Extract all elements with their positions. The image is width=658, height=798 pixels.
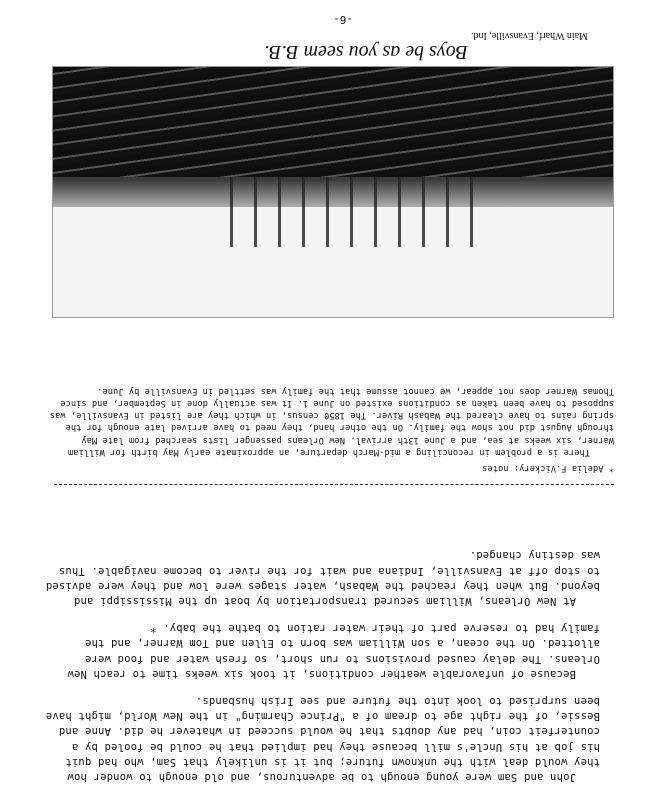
photo-caption [108,25,588,63]
body-paragraph: Because of unfavorable weather conditions, it took six weeks time to reach New Orleans. The delay caused provisions to run short, so fresh water and food were allotted. On the ocean, a son William was born to Ellen and Tom Warner, and the family had to reserve part of their water ration to bathe the baby. * [60,622,600,680]
footnote-heading: * Adelia F.Vickery: notes [482,463,614,473]
handwritten-inscription: Boys be as you seem B.B. [264,41,468,63]
footnote-text: There is a problem in reconciling a mid-March departure, an approximate early May birth for William Warner, six weeks at sea, and a June 13th arrival. New Orleans passenger lists searched from late May through August did not show the family. On the other hand, they need to have arrived late enough for the spring rains to have cleared the Wabash River. The 1850 census, in which they are listed in Evansville, was supposed to have been taken as conditions existed on June 1. It was actually done in September, and since Thomas Warner does not appear, we cannot assume that the family was settled in Evansville by June. [49,385,614,457]
body-paragraph: At New Orleans, William secured transportation by boat up the Mississippi and beyond. But when they reached the Wabash, water stages were low and they were advised to stop off at Evansville, Indiana and wait for the river to become navigable. Thus was destiny changed. [39,549,600,607]
footnote-divider [54,484,614,485]
photo-credit: Main Wharf, Evansville, Ind. [470,30,588,41]
body-paragraph: John and Sam were young enough to be adventurous, and old enough to wonder how they would deal with the unknown future; but it is unlikely that Sam, who had quit his job at his Uncle's mill because they had implied that he could be fooled by a counterfeit coin, had any doubts that he would succeed in whatever he did. Anne and Bessie, of the right age to dream of a "Prince Charming" in the New World, might have been surprised to look into the future and see Irish husbands. [39,694,600,783]
photo-water [53,67,613,177]
body-text [40,535,600,784]
wharf-photo [52,66,614,318]
footnote [46,385,614,474]
page-number: -6- [333,13,353,26]
